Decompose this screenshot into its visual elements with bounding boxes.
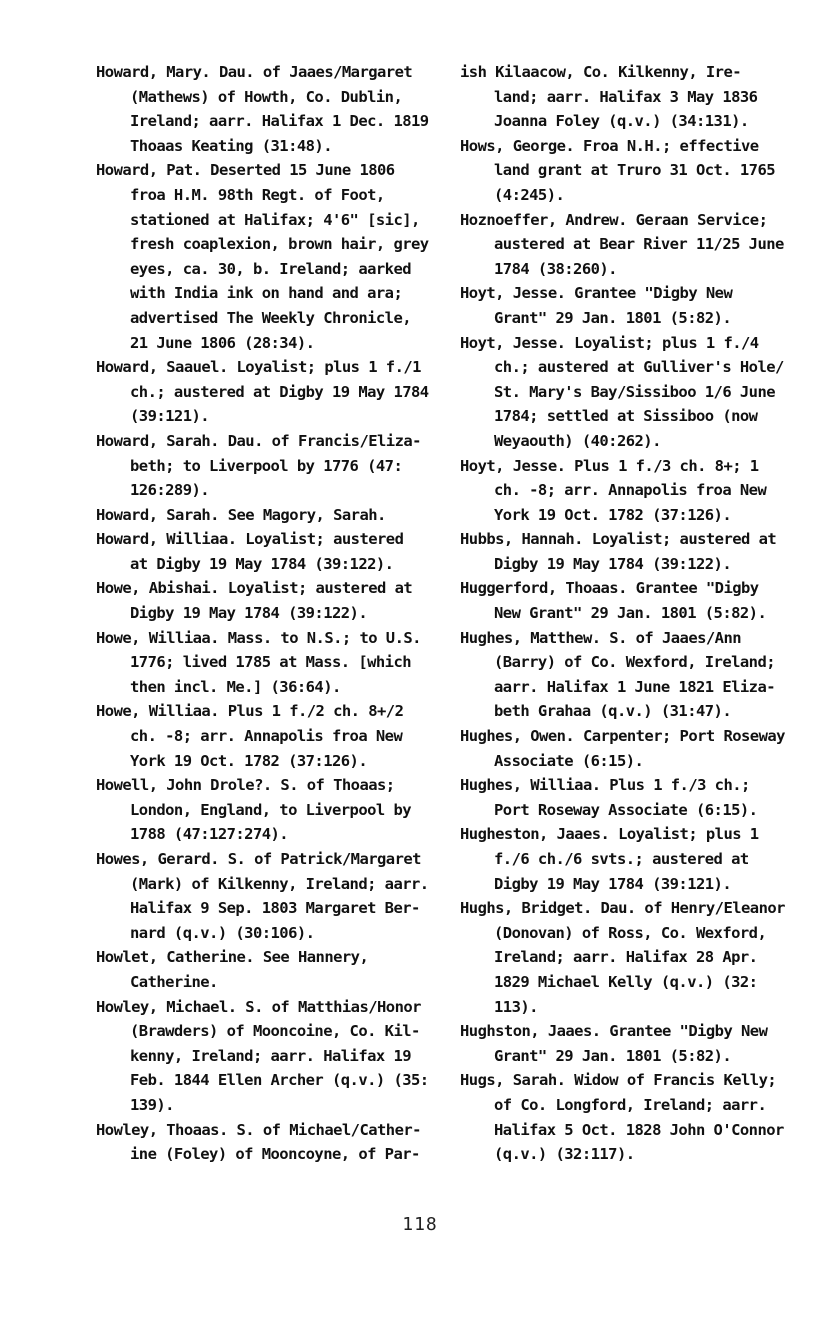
entry-line: beth Grahaa (q.v.) (31:47). xyxy=(494,702,732,721)
entry-line: stationed at Halifax; 4'6" [sic], xyxy=(130,210,420,229)
entry-line: Hows, George. Froa N.H.; effective xyxy=(460,136,759,155)
index-entry xyxy=(460,822,832,896)
entry-line: (Donovan) of Ross, Co. Wexford, xyxy=(494,923,767,942)
index-entry xyxy=(96,995,456,1118)
entry-line: then incl. Me.] (36:64). xyxy=(130,677,341,696)
entry-line: f./6 ch./6 svts.; austered at xyxy=(494,850,749,868)
entry-line: land grant at Truro 31 Oct. 1765 xyxy=(494,161,776,180)
entry-line: Hughston, Jaaes. Grantee "Digby New xyxy=(460,1022,768,1041)
entry-line: Hubbs, Hannah. Loyalist; austered at xyxy=(460,530,777,549)
entry-line: London, England, to Liverpool by xyxy=(130,800,412,819)
entry-line: 1784; settled at Sissiboo (now xyxy=(494,407,758,426)
entry-line: 21 June 1806 (28:34). xyxy=(130,333,315,352)
entry-line: York 19 Oct. 1782 (37:126). xyxy=(130,751,368,770)
entry-line: austered at Bear River 11/25 June xyxy=(494,235,784,254)
entry-line: ch.; austered at Digby 19 May 1784 xyxy=(130,382,429,401)
entry-line: Hugheston, Jaaes. Loyalist; plus 1 xyxy=(460,825,759,844)
entry-line: nard (q.v.) (30:106). xyxy=(130,923,315,942)
entry-line: (q.v.) (32:117). xyxy=(494,1145,635,1164)
entry-line: Halifax 9 Sep. 1803 Margaret Ber- xyxy=(130,899,420,918)
index-entry xyxy=(460,60,832,134)
entry-line: Howard, Pat. Deserted 15 June 1806 xyxy=(96,161,395,180)
entry-line: 1784 (38:260). xyxy=(494,259,617,278)
entry-line: Howlet, Catherine. See Hannery, xyxy=(96,948,369,967)
entry-line: Howard, Mary. Dau. of Jaaes/Margaret xyxy=(96,63,413,81)
entry-line: Digby 19 May 1784 (39:121). xyxy=(494,874,732,893)
entry-line: fresh coaplexion, brown hair, grey xyxy=(130,235,429,254)
index-entry xyxy=(460,331,832,454)
entry-line: ch. -8; arr. Annapolis froa New xyxy=(130,727,403,746)
index-entry xyxy=(460,724,832,773)
entry-line: 1829 Michael Kelly (q.v.) (32: xyxy=(494,972,758,991)
index-entry xyxy=(460,626,832,724)
entry-line: (Brawders) of Mooncoine, Co. Kil- xyxy=(130,1022,420,1041)
entry-line: Ireland; aarr. Halifax 28 Apr. xyxy=(494,948,758,967)
entry-line: Howe, Williaa. Plus 1 f./2 ch. 8+/2 xyxy=(96,702,404,721)
entry-line: Grant" 29 Jan. 1801 (5:82). xyxy=(494,1046,732,1065)
entry-line: Howe, Williaa. Mass. to N.S.; to U.S. xyxy=(96,628,421,647)
entry-line: Port Roseway Associate (6:15). xyxy=(494,800,758,819)
entry-line: 113). xyxy=(494,997,538,1016)
index-entry xyxy=(96,626,456,700)
entry-line: Howley, Thoaas. S. of Michael/Cather- xyxy=(96,1120,421,1139)
index-entry xyxy=(96,355,456,429)
entry-line: New Grant" 29 Jan. 1801 (5:82). xyxy=(494,604,767,623)
entry-line: Howell, John Drole?. S. of Thoaas; xyxy=(96,776,395,795)
entry-line: eyes, ca. 30, b. Ireland; aarked xyxy=(130,259,412,278)
entry-line: ch.; austered at Gulliver's Hole/ xyxy=(494,358,784,377)
index-entry xyxy=(96,699,456,773)
entry-line: Howley, Michael. S. of Matthias/Honor xyxy=(96,997,421,1016)
index-entry xyxy=(460,527,832,576)
entry-line: Huggerford, Thoaas. Grantee "Digby xyxy=(460,579,759,598)
entry-line: Associate (6:15). xyxy=(494,751,644,770)
entry-line: froa H.M. 98th Regt. of Foot, xyxy=(130,185,385,204)
entry-line: at Digby 19 May 1784 (39:122). xyxy=(130,554,394,573)
entry-line: Hughes, Owen. Carpenter; Port Roseway xyxy=(460,727,785,746)
entry-line: Hoyt, Jesse. Loyalist; plus 1 f./4 xyxy=(460,333,759,352)
index-entry xyxy=(460,896,832,1019)
entry-line: (Mark) of Kilkenny, Ireland; aarr. xyxy=(130,874,429,893)
index-entry xyxy=(96,503,456,528)
entry-line: Halifax 5 Oct. 1828 John O'Connor xyxy=(494,1120,784,1139)
entry-line: Howes, Gerard. S. of Patrick/Margaret xyxy=(96,850,421,868)
index-entry xyxy=(460,1068,832,1166)
index-entry xyxy=(96,429,456,503)
entry-line: ch. -8; arr. Annapolis froa New xyxy=(494,481,767,500)
entry-line: land; aarr. Halifax 3 May 1836 xyxy=(494,87,758,106)
index-entry xyxy=(96,576,456,625)
entry-line: Howe, Abishai. Loyalist; austered at xyxy=(96,579,413,598)
index-entry xyxy=(460,281,832,330)
entry-line: ine (Foley) of Mooncoyne, of Par- xyxy=(130,1145,420,1164)
left-column xyxy=(96,60,456,1167)
entry-line: 139). xyxy=(130,1095,174,1114)
entry-line: Howard, Sarah. See Magory, Sarah. xyxy=(96,505,386,524)
entry-line: Hughes, Matthew. S. of Jaaes/Ann xyxy=(460,628,742,647)
entry-line: (4:245). xyxy=(494,185,565,204)
entry-line: (Mathews) of Howth, Co. Dublin, xyxy=(130,87,403,106)
right-column xyxy=(460,60,832,1167)
entry-line: beth; to Liverpool by 1776 (47: xyxy=(130,456,403,475)
entry-line: of Co. Longford, Ireland; aarr. xyxy=(494,1095,767,1114)
entry-line: Hoyt, Jesse. Grantee "Digby New xyxy=(460,284,733,303)
entry-line: Joanna Foley (q.v.) (34:131). xyxy=(494,112,749,131)
entry-line: Hugs, Sarah. Widow of Francis Kelly; xyxy=(460,1071,777,1090)
entry-line: (Barry) of Co. Wexford, Ireland; xyxy=(494,653,776,672)
entry-line: Grant" 29 Jan. 1801 (5:82). xyxy=(494,308,732,327)
index-entry xyxy=(96,60,456,158)
index-entry xyxy=(96,773,456,847)
entry-line: 1776; lived 1785 at Mass. [which xyxy=(130,653,412,672)
entry-line: Hoznoeffer, Andrew. Geraan Service; xyxy=(460,210,768,229)
index-entry xyxy=(96,158,456,355)
index-entry xyxy=(460,208,832,282)
entry-line: kenny, Ireland; aarr. Halifax 19 xyxy=(130,1046,412,1065)
entry-line: advertised The Weekly Chronicle, xyxy=(130,308,412,327)
entry-line: Catherine. xyxy=(130,972,218,991)
index-entry xyxy=(460,1019,832,1068)
index-entry xyxy=(96,527,456,576)
entry-line: ish Kilaacow, Co. Kilkenny, Ire- xyxy=(460,63,742,81)
entry-line: 126:289). xyxy=(130,481,210,500)
entry-line: Digby 19 May 1784 (39:122). xyxy=(130,604,368,623)
entry-line: Howard, Sarah. Dau. of Francis/Eliza- xyxy=(96,431,421,450)
index-entry xyxy=(460,134,832,208)
index-entry xyxy=(96,945,456,994)
entry-line: Hoyt, Jesse. Plus 1 f./3 ch. 8+; 1 xyxy=(460,456,759,475)
entry-line: Hughs, Bridget. Dau. of Henry/Eleanor xyxy=(460,899,785,918)
entry-line: Feb. 1844 Ellen Archer (q.v.) (35: xyxy=(130,1071,429,1090)
entry-line: Thoaas Keating (31:48). xyxy=(130,136,332,155)
entry-line: (39:121). xyxy=(130,407,210,426)
index-entry xyxy=(460,773,832,822)
entry-line: Howard, Saauel. Loyalist; plus 1 f./1 xyxy=(96,358,421,377)
entry-line: Digby 19 May 1784 (39:122). xyxy=(494,554,732,573)
entry-line: St. Mary's Bay/Sissiboo 1/6 June xyxy=(494,382,776,401)
entry-line: 1788 (47:127:274). xyxy=(130,825,289,844)
entry-line: Hughes, Williaa. Plus 1 f./3 ch.; xyxy=(460,776,750,795)
entry-line: Howard, Williaa. Loyalist; austered xyxy=(96,530,404,549)
index-entry xyxy=(96,1118,456,1167)
index-entry xyxy=(460,576,832,625)
entry-line: with India ink on hand and ara; xyxy=(130,284,403,303)
entry-line: Weyaouth) (40:262). xyxy=(494,431,661,450)
index-entry xyxy=(460,454,832,528)
entry-line: York 19 Oct. 1782 (37:126). xyxy=(494,505,732,524)
page-number: 118 xyxy=(402,1214,438,1235)
entry-line: Ireland; aarr. Halifax 1 Dec. 1819 xyxy=(130,112,429,131)
index-entry xyxy=(96,847,456,945)
entry-line: aarr. Halifax 1 June 1821 Eliza- xyxy=(494,677,776,696)
